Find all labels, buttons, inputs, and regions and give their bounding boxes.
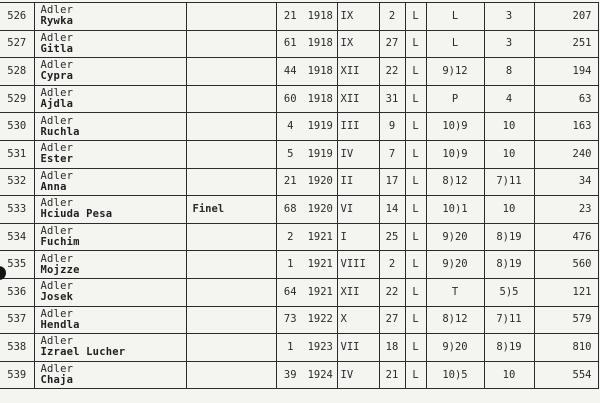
sub-code: 5)5 — [484, 278, 534, 306]
day-value: 27 — [379, 306, 405, 334]
serial-value: 23 — [534, 196, 598, 224]
father-name — [186, 334, 276, 362]
age-value: 5 — [276, 140, 304, 168]
surname: Adler — [40, 169, 74, 182]
birth-month: VIII — [337, 251, 379, 279]
table-row — [0, 168, 598, 196]
day-value: 14 — [379, 196, 405, 224]
birth-year: 1920 — [304, 196, 337, 224]
age-value: 44 — [276, 58, 304, 86]
code-l: L — [405, 140, 426, 168]
father-name — [186, 140, 276, 168]
table-row — [0, 85, 598, 113]
birth-year: 1921 — [304, 278, 337, 306]
birth-year: 1918 — [304, 3, 337, 31]
birth-year: 1919 — [304, 113, 337, 141]
person-name — [34, 30, 186, 58]
person-name — [34, 334, 186, 362]
person-name — [34, 251, 186, 279]
serial-value: 34 — [534, 168, 598, 196]
register-table — [0, 2, 599, 389]
birth-month: VI — [337, 196, 379, 224]
record-number: 528 — [0, 58, 34, 86]
birth-year: 1920 — [304, 168, 337, 196]
group-code: 10)9 — [426, 113, 484, 141]
father-name — [186, 278, 276, 306]
father-name — [186, 306, 276, 334]
sub-code: 8 — [484, 58, 534, 86]
surname: Adler — [40, 31, 74, 44]
birth-month: IV — [337, 140, 379, 168]
birth-year: 1923 — [304, 334, 337, 362]
table-row — [0, 3, 598, 31]
sub-code: 10 — [484, 196, 534, 224]
given-name: Ruchla — [40, 125, 80, 138]
birth-year: 1918 — [304, 30, 337, 58]
surname: Adler — [40, 142, 74, 155]
code-l: L — [405, 196, 426, 224]
given-name: Anna — [40, 180, 67, 193]
table-row — [0, 113, 598, 141]
group-code: L — [426, 30, 484, 58]
surname: Adler — [40, 4, 74, 17]
record-number: 534 — [0, 223, 34, 251]
age-value: 21 — [276, 168, 304, 196]
father-name — [186, 30, 276, 58]
record-number: 535 — [0, 251, 34, 279]
surname: Adler — [40, 87, 74, 100]
code-l: L — [405, 361, 426, 389]
serial-value: 554 — [534, 361, 598, 389]
serial-value: 163 — [534, 113, 598, 141]
day-value: 17 — [379, 168, 405, 196]
serial-value: 251 — [534, 30, 598, 58]
record-number: 527 — [0, 30, 34, 58]
table-row — [0, 58, 598, 86]
person-name — [34, 278, 186, 306]
person-name — [34, 140, 186, 168]
table-row — [0, 251, 598, 279]
father-name — [186, 85, 276, 113]
birth-month: XII — [337, 58, 379, 86]
day-value: 27 — [379, 30, 405, 58]
surname: Adler — [40, 252, 74, 265]
group-code: 9)12 — [426, 58, 484, 86]
sub-code: 7)11 — [484, 306, 534, 334]
serial-value: 207 — [534, 3, 598, 31]
birth-year: 1922 — [304, 306, 337, 334]
age-value: 1 — [276, 251, 304, 279]
birth-year: 1924 — [304, 361, 337, 389]
record-number: 531 — [0, 140, 34, 168]
sub-code: 8)19 — [484, 223, 534, 251]
day-value: 2 — [379, 3, 405, 31]
group-code: 9)20 — [426, 223, 484, 251]
record-number: 529 — [0, 85, 34, 113]
age-value: 1 — [276, 334, 304, 362]
birth-month: IX — [337, 30, 379, 58]
table-row — [0, 278, 598, 306]
code-l: L — [405, 278, 426, 306]
father-name — [186, 223, 276, 251]
person-name — [34, 113, 186, 141]
father-name — [186, 168, 276, 196]
father-name — [186, 113, 276, 141]
table-row — [0, 361, 598, 389]
given-name: Ester — [40, 153, 74, 166]
birth-month: III — [337, 113, 379, 141]
person-name — [34, 58, 186, 86]
record-number: 537 — [0, 306, 34, 334]
birth-year: 1918 — [304, 58, 337, 86]
birth-month: X — [337, 306, 379, 334]
code-l: L — [405, 58, 426, 86]
code-l: L — [405, 251, 426, 279]
birth-month: IX — [337, 3, 379, 31]
group-code: P — [426, 85, 484, 113]
day-value: 25 — [379, 223, 405, 251]
table-row — [0, 140, 598, 168]
record-number: 536 — [0, 278, 34, 306]
group-code: T — [426, 278, 484, 306]
given-name: Izrael Lucher — [40, 346, 126, 359]
person-name — [34, 223, 186, 251]
given-name: Josek — [40, 291, 74, 304]
birth-year: 1921 — [304, 251, 337, 279]
father-name — [186, 361, 276, 389]
record-number: 533 — [0, 196, 34, 224]
code-l: L — [405, 223, 426, 251]
sub-code: 8)19 — [484, 334, 534, 362]
code-l: L — [405, 3, 426, 31]
sub-code: 10 — [484, 361, 534, 389]
code-l: L — [405, 168, 426, 196]
serial-value: 240 — [534, 140, 598, 168]
day-value: 31 — [379, 85, 405, 113]
code-l: L — [405, 113, 426, 141]
group-code: L — [426, 3, 484, 31]
surname: Adler — [40, 363, 74, 376]
surname: Adler — [40, 335, 74, 348]
record-number: 538 — [0, 334, 34, 362]
code-l: L — [405, 334, 426, 362]
birth-month: VII — [337, 334, 379, 362]
given-name: Hciuda Pesa — [40, 208, 113, 221]
record-number: 530 — [0, 113, 34, 141]
serial-value: 560 — [534, 251, 598, 279]
birth-month: I — [337, 223, 379, 251]
code-l: L — [405, 30, 426, 58]
birth-month: XII — [337, 278, 379, 306]
table-row — [0, 223, 598, 251]
sub-code: 3 — [484, 3, 534, 31]
serial-value: 579 — [534, 306, 598, 334]
birth-year: 1919 — [304, 140, 337, 168]
sub-code: 10 — [484, 140, 534, 168]
record-number: 526 — [0, 3, 34, 31]
group-code: 8)12 — [426, 306, 484, 334]
table-row — [0, 30, 598, 58]
serial-value: 63 — [534, 85, 598, 113]
birth-year: 1918 — [304, 85, 337, 113]
group-code: 10)1 — [426, 196, 484, 224]
table-row — [0, 334, 598, 362]
sub-code: 3 — [484, 30, 534, 58]
serial-value: 476 — [534, 223, 598, 251]
age-value: 2 — [276, 223, 304, 251]
group-code: 8)12 — [426, 168, 484, 196]
given-name: Ajdla — [40, 98, 74, 111]
day-value: 18 — [379, 334, 405, 362]
day-value: 9 — [379, 113, 405, 141]
sub-code: 8)19 — [484, 251, 534, 279]
given-name: Mojzze — [40, 263, 80, 276]
group-code: 10)5 — [426, 361, 484, 389]
record-number: 539 — [0, 361, 34, 389]
sub-code: 7)11 — [484, 168, 534, 196]
day-value: 22 — [379, 278, 405, 306]
age-value: 60 — [276, 85, 304, 113]
age-value: 21 — [276, 3, 304, 31]
table-row — [0, 306, 598, 334]
person-name — [34, 3, 186, 31]
birth-year: 1921 — [304, 223, 337, 251]
person-name — [34, 85, 186, 113]
birth-month: II — [337, 168, 379, 196]
group-code: 9)20 — [426, 251, 484, 279]
given-name: Rywka — [40, 15, 74, 28]
person-name — [34, 306, 186, 334]
given-name: Chaja — [40, 374, 74, 387]
sub-code: 10 — [484, 113, 534, 141]
person-name — [34, 196, 186, 224]
day-value: 7 — [379, 140, 405, 168]
age-value: 73 — [276, 306, 304, 334]
serial-value: 121 — [534, 278, 598, 306]
day-value: 21 — [379, 361, 405, 389]
given-name: Gitla — [40, 42, 74, 55]
given-name: Cypra — [40, 70, 74, 83]
surname: Adler — [40, 59, 74, 72]
birth-month: IV — [337, 361, 379, 389]
surname: Adler — [40, 225, 74, 238]
father-name — [186, 58, 276, 86]
father-name — [186, 251, 276, 279]
person-name — [34, 361, 186, 389]
group-code: 9)20 — [426, 334, 484, 362]
code-l: L — [405, 85, 426, 113]
code-l: L — [405, 306, 426, 334]
age-value: 39 — [276, 361, 304, 389]
record-number: 532 — [0, 168, 34, 196]
given-name: Fuchim — [40, 236, 80, 249]
surname: Adler — [40, 114, 74, 127]
age-value: 4 — [276, 113, 304, 141]
birth-month: XII — [337, 85, 379, 113]
father-name — [186, 3, 276, 31]
group-code: 10)9 — [426, 140, 484, 168]
surname: Adler — [40, 197, 74, 210]
age-value: 64 — [276, 278, 304, 306]
age-value: 68 — [276, 196, 304, 224]
day-value: 22 — [379, 58, 405, 86]
given-name: Hendla — [40, 318, 80, 331]
sub-code: 4 — [484, 85, 534, 113]
day-value: 2 — [379, 251, 405, 279]
serial-value: 194 — [534, 58, 598, 86]
surname: Adler — [40, 280, 74, 293]
surname: Adler — [40, 307, 74, 320]
age-value: 61 — [276, 30, 304, 58]
table-row — [0, 196, 598, 224]
serial-value: 810 — [534, 334, 598, 362]
person-name — [34, 168, 186, 196]
father-name: Finel — [186, 196, 276, 224]
